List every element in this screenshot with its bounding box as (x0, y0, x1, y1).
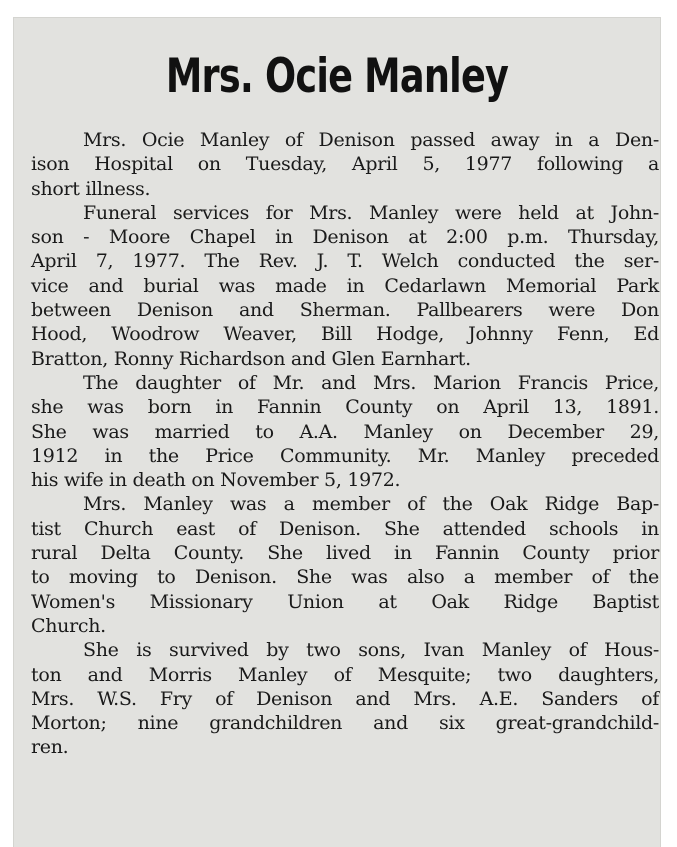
paragraph-5 (31, 638, 659, 759)
text-line: She is survived by two sons, Ivan Manley of Hous- (83, 639, 659, 662)
text-line: The daughter of Mr. and Mrs. Marion Francis Price, (83, 371, 659, 394)
text-line: 1912 in the Price Community. Mr. Manley preceded (31, 444, 659, 467)
text-line: short illness. (31, 177, 151, 200)
text-line: his wife in death on November 5, 1972. (31, 469, 401, 492)
text-line: Bratton, Ronny Richardson and Glen Earnhart. (31, 347, 471, 370)
text-line: she was born in Fannin County on April 13, 1891. (31, 396, 659, 419)
paragraph-1 (31, 128, 659, 201)
text-line: vice and burial was made in Cedarlawn Memorial Park (31, 274, 659, 297)
text-line: between Denison and Sherman. Pallbearers were Don (31, 299, 659, 322)
text-line: Mrs. Manley was a member of the Oak Ridge Bap- (83, 493, 659, 516)
newspaper-clipping (14, 18, 660, 847)
text-line: She was married to A.A. Manley on December 29, (31, 420, 659, 443)
paragraph-3 (31, 371, 659, 492)
text-line: Mrs. Ocie Manley of Denison passed away in a Den- (83, 129, 659, 151)
text-line: ison Hospital on Tuesday, April 5, 1977 following a (31, 153, 659, 176)
text-line: tist Church east of Denison. She attended schools in (31, 517, 659, 540)
paragraph-4 (31, 492, 659, 638)
text-line: Mrs. W.S. Fry of Denison and Mrs. A.E. Sanders of (31, 687, 659, 710)
paragraph-2 (31, 201, 659, 371)
text-line: ren. (31, 736, 69, 759)
text-line: son - Moore Chapel in Denison at 2:00 p.m. Thursday, (31, 226, 659, 249)
article-body (31, 128, 659, 760)
text-line: Women's Missionary Union at Oak Ridge Baptist (31, 590, 659, 613)
text-line: Funeral services for Mrs. Manley were held at John- (83, 201, 659, 224)
text-line: Hood, Woodrow Weaver, Bill Hodge, Johnny Fenn, Ed (31, 323, 659, 346)
text-line: Morton; nine grandchildren and six great-grandchild- (31, 712, 659, 735)
text-line: rural Delta County. She lived in Fannin County prior (31, 542, 659, 565)
text-line: Church. (31, 614, 106, 637)
headline: Mrs. Ocie Manley (165, 49, 509, 104)
text-line: to moving to Denison. She was also a member of the (31, 566, 659, 589)
text-line: ton and Morris Manley of Mesquite; two daughters, (31, 663, 659, 686)
text-line: April 7, 1977. The Rev. J. T. Welch conducted the ser- (31, 250, 659, 273)
